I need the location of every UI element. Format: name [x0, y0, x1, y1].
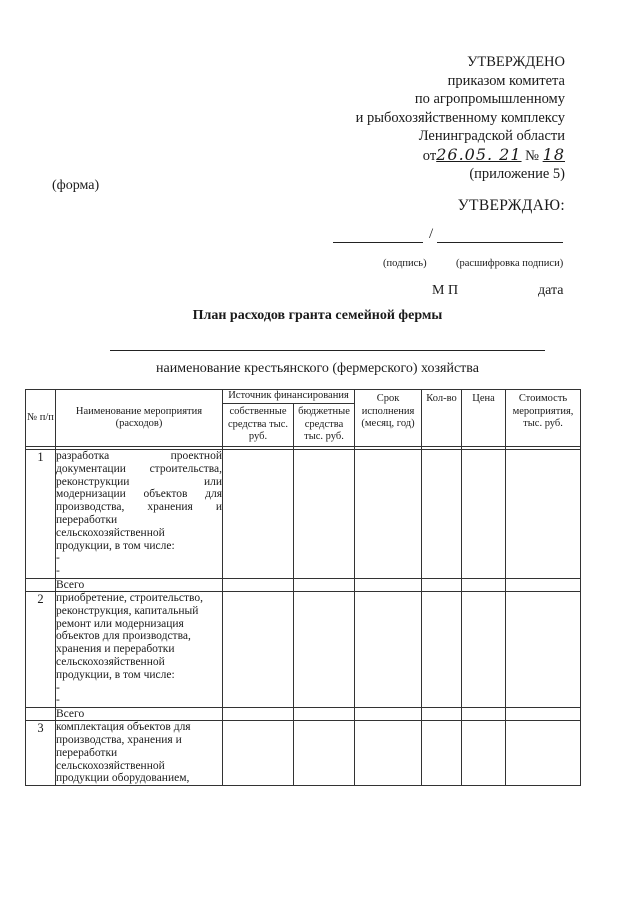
description-line: -: [56, 552, 60, 565]
handwritten-number: 18: [542, 144, 565, 164]
description-line: производства, хранения и: [56, 501, 222, 514]
description-line: реконструкции или: [56, 475, 222, 488]
total-label: Всего: [56, 708, 223, 721]
description-line: объектов для производства,: [56, 630, 191, 643]
expense-plan-table: [25, 389, 581, 786]
farm-name-caption: наименование крестьянского (фермерского) хозяйства: [156, 361, 479, 376]
signature-line: [333, 228, 423, 243]
number-label: №: [525, 147, 540, 164]
description-line: продукции, в том числе:: [56, 668, 175, 681]
header-price: Цена: [462, 390, 506, 447]
total-label: Всего: [56, 578, 223, 591]
date-label: дата: [538, 283, 564, 298]
table-row: [26, 721, 581, 786]
farm-name-line: [110, 336, 545, 351]
signature-slash: /: [429, 226, 434, 242]
header-funding-source: Источник финансирования: [223, 390, 355, 404]
description-line: разработка проектной: [56, 450, 222, 462]
description-line: реконструкция, капитальный: [56, 604, 199, 617]
row-description: [56, 450, 223, 579]
description-line: -: [56, 694, 60, 707]
approve-heading: УТВЕРЖДАЮ:: [457, 197, 565, 214]
description-line: сельскохозяйственной: [56, 655, 165, 668]
description-line: документации строительства,: [56, 462, 222, 475]
row-description: [56, 721, 223, 786]
form-label: (форма): [52, 178, 100, 193]
row-number: 1: [26, 450, 56, 579]
header-quantity: Кол-во: [422, 390, 462, 447]
row-description: [56, 591, 223, 707]
approval-line: приказом комитета: [447, 72, 565, 89]
description-line: продукции оборудованием,: [56, 772, 190, 785]
approval-block: [356, 53, 565, 184]
description-line: комплектация объектов для: [56, 721, 191, 734]
appendix-label: (приложение 5): [469, 166, 565, 182]
signature-decode-label: (расшифровка подписи): [456, 258, 564, 269]
from-label: от: [422, 147, 437, 164]
table-row: [26, 450, 581, 579]
header-name: Наименование мероприятия (расходов): [56, 390, 223, 447]
total-row: [26, 578, 581, 591]
description-line: ремонт или модернизация: [56, 617, 184, 630]
header-budget-funds: бюджетные средства тыс. руб.: [294, 404, 355, 447]
row-number: 2: [26, 591, 56, 707]
description-line: хранения и переработки: [56, 643, 175, 656]
signature-decode-line: [437, 228, 563, 243]
approval-line: и рыбохозяйственному комплексу: [355, 109, 565, 126]
document-title: План расходов гранта семейной фермы: [192, 308, 443, 323]
description-line: производства, хранения и: [56, 733, 182, 746]
description-line: модернизации объектов для: [56, 488, 222, 501]
description-line: -: [56, 681, 60, 694]
total-row: [26, 708, 581, 721]
header-cost: Стоимость мероприятия, тыс. руб.: [506, 390, 581, 447]
handwritten-date: 26.05. 21: [436, 144, 522, 164]
header-number: № п/п: [26, 390, 56, 447]
table-row: [26, 591, 581, 707]
approval-line: Ленинградской области: [418, 128, 565, 144]
order-date-number: [356, 146, 565, 166]
approval-title: УТВЕРЖДЕНО: [467, 54, 565, 70]
header-term: Срок исполнения (месяц, год): [355, 390, 422, 447]
description-line: сельскохозяйственной: [56, 759, 165, 772]
header-own-funds: собственные средства тыс. руб.: [223, 404, 294, 447]
description-line: продукции, в том числе:: [56, 539, 175, 552]
description-line: приобретение, строительство,: [56, 591, 203, 604]
row-number: 3: [26, 721, 56, 786]
approval-line: по агропромышленному: [414, 91, 565, 107]
description-line: -: [56, 565, 60, 578]
description-line: переработки: [56, 746, 118, 759]
stamp-place-label: М П: [432, 283, 459, 298]
signature-label: (подпись): [383, 258, 427, 269]
description-line: переработки: [56, 513, 118, 526]
description-line: сельскохозяйственной: [56, 526, 165, 539]
